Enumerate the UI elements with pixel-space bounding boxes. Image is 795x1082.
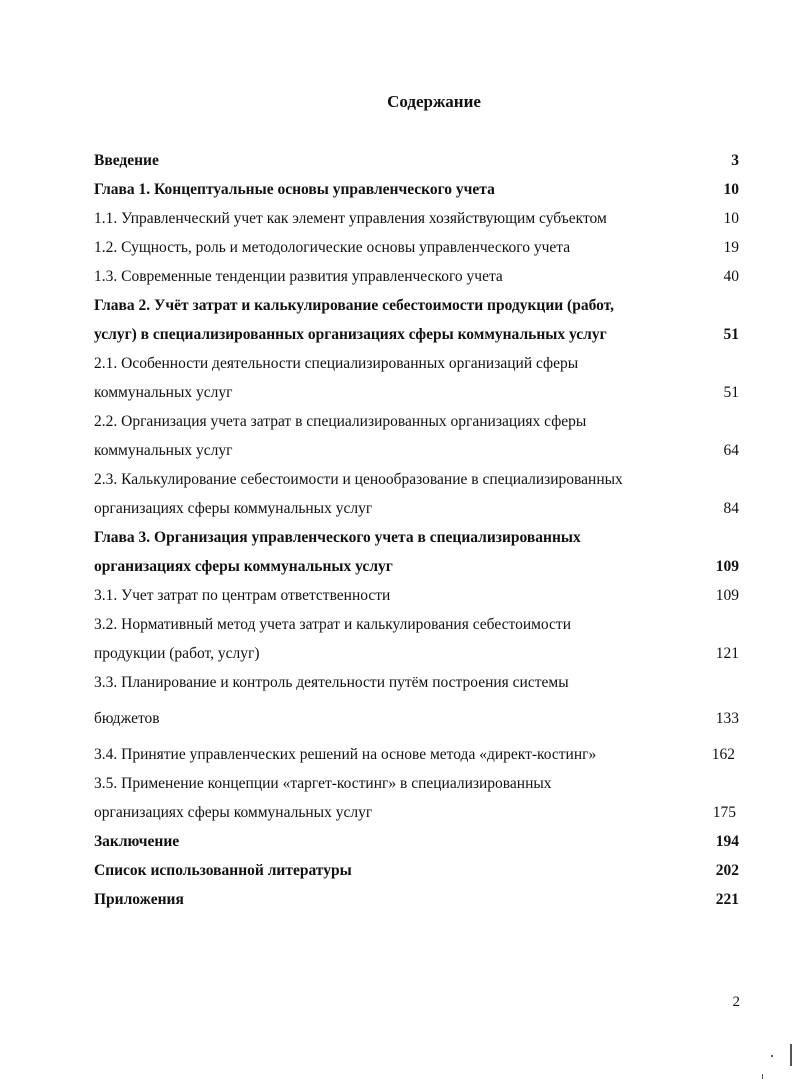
scan-artifact xyxy=(762,1074,763,1079)
toc-entry-page: 10 xyxy=(723,210,739,227)
page-title: Содержание xyxy=(387,92,481,111)
toc-entry-label: Глава 1. Концептуальные основы управленческого учета xyxy=(94,181,495,198)
toc-entry-page: 3 xyxy=(731,152,739,169)
toc-entry-label: Глава 3. Организация управленческого учета в специализированных xyxy=(94,529,581,546)
toc-entry-page: 64 xyxy=(723,442,739,459)
toc-entry-label: Глава 2. Учёт затрат и калькулирование себестоимости продукции (работ, xyxy=(94,297,615,314)
toc-entry-label: продукции (работ, услуг) xyxy=(94,645,260,662)
toc-entry-label: Список использованной литературы xyxy=(94,862,352,879)
toc-entry-label: Введение xyxy=(94,152,159,169)
toc-entry-page: 40 xyxy=(723,268,739,285)
toc-entry-label: 2.1. Особенности деятельности специализированных организаций сферы xyxy=(94,355,579,372)
toc-entry-label: 3.2. Нормативный метод учета затрат и калькулирования себестоимости xyxy=(94,616,572,633)
toc-entry-label: 3.1. Учет затрат по центрам ответственности xyxy=(94,587,391,604)
toc-entry-page: 51 xyxy=(723,326,739,343)
toc-entry-label: бюджетов xyxy=(94,710,160,727)
toc-entry-label: услуг) в специализированных организациях сферы коммунальных услуг xyxy=(94,326,607,343)
toc-entry-label: коммунальных услуг xyxy=(94,442,233,459)
toc-entry-label: 2.2. Организация учета затрат в специализированных организациях сферы xyxy=(94,413,587,430)
toc-entry-label: организациях сферы коммунальных услуг xyxy=(94,558,393,575)
toc-entry-page: 121 xyxy=(715,645,739,662)
toc-entry-label: Заключение xyxy=(94,833,180,850)
toc-entry-label: коммунальных услуг xyxy=(94,384,233,401)
toc-entry-page: 162 xyxy=(711,746,735,763)
toc-entry-page: 10 xyxy=(723,181,739,198)
toc-entry-label: 1.2. Сущность, роль и методологические основы управленческого учета xyxy=(94,239,571,256)
toc-entry-label: 3.5. Применение концепции «таргет-костинг» в специализированных xyxy=(94,775,552,792)
page-number: 2 xyxy=(732,994,740,1010)
toc-entry-label: 2.3. Калькулирование себестоимости и ценообразование в специализированных xyxy=(94,471,623,488)
toc-entry-page: 133 xyxy=(715,710,739,727)
toc-entry-page: 202 xyxy=(715,862,739,879)
toc-entry-page: 19 xyxy=(723,239,739,256)
toc-entry-label: 1.1. Управленческий учет как элемент управления хозяйствующим субъектом xyxy=(94,210,607,227)
toc-entry-label: 3.4. Принятие управленческих решений на основе метода «директ-костинг» xyxy=(94,746,597,763)
toc-entry-label: Приложения xyxy=(94,891,184,908)
toc-entry-label: 3.3. Планирование и контроль деятельности путём построения системы xyxy=(94,674,569,691)
toc-entry-page: 194 xyxy=(715,833,739,850)
toc-entry-page: 109 xyxy=(715,558,739,575)
scan-artifact xyxy=(771,1055,773,1057)
toc-entry-page: 221 xyxy=(715,891,739,908)
toc-entry-label: организациях сферы коммунальных услуг xyxy=(94,500,373,517)
scan-artifact xyxy=(790,1044,792,1066)
toc-entry-label: 1.3. Современные тенденции развития управленческого учета xyxy=(94,268,503,285)
toc-entry-page: 84 xyxy=(723,500,739,517)
toc-entry-label: организациях сферы коммунальных услуг xyxy=(94,804,373,821)
toc-entry-page: 51 xyxy=(723,384,739,401)
toc-entry-page: 175 xyxy=(712,804,736,821)
toc-entry-page: 109 xyxy=(715,587,739,604)
